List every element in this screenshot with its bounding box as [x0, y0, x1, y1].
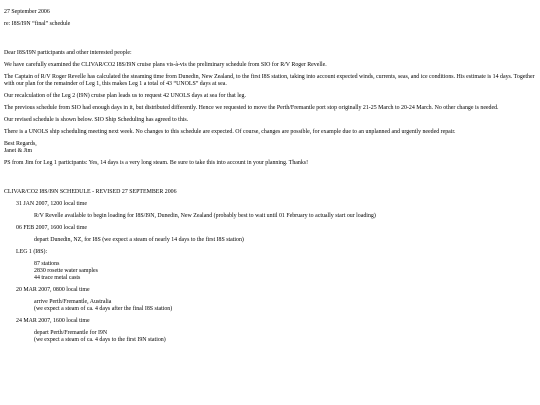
schedule-title: CLIVAR/CO2 I8S/I9N SCHEDULE - REVISED 27 SEPTEMBER 2006	[4, 189, 177, 195]
schedule-item-line: 2830 rosette water samples	[34, 268, 98, 274]
letter-subject: re: I8S/I9N “final” schedule	[4, 21, 71, 27]
schedule-item-line: R/V Revelle available to begin loading for I8S/I9N, Dunedin, New Zealand (probably best to wait until 01 February to actually start our loading)	[34, 213, 376, 219]
schedule-item-when: LEG 1 (I8S):	[16, 249, 48, 255]
letter-paragraph-1: We have carefully examined the CLIVAR/CO2 I8S/I9N cruise plans vis-à-vis the preliminary schedule from SIO for R/V Roger Revelle.	[4, 62, 327, 68]
schedule-item	[4, 225, 536, 244]
letter-date: 27 September 2006	[4, 9, 50, 15]
schedule-item-line: depart Dunedin, NZ, for I8S (we expect a steam of nearly 14 days to the first I8S station)	[34, 237, 244, 243]
schedule-item	[4, 318, 536, 344]
letter-greeting: Dear I8S/I9N participants and other interested people:	[4, 50, 132, 56]
letter-paragraph-5: Our revised schedule is shown below. SIO Ship Scheduling has agreed to this.	[4, 117, 189, 123]
letter-paragraph-2: The Captain of R/V Roger Revelle has calculated the steaming time from Dunedin, New Zealand, to the first I8S station, taking into account expected winds, currents, seas, and ice conditions. His estimate is 14 days. Together with our plan for the remainder of Leg 1, this makes Leg 1 a total of 43 “UNOLS” days at sea.	[4, 74, 535, 87]
letter-signature: Janet & Jim	[4, 148, 33, 154]
schedule-item-line: arrive Perth/Fremantle, Australia	[34, 299, 112, 305]
schedule-item-details	[34, 330, 536, 344]
schedule-item	[4, 201, 536, 220]
schedule-item-when: 06 FEB 2007, 1600 local time	[16, 225, 88, 231]
schedule-item-line: 87 stations	[34, 261, 60, 267]
schedule-item-when: 24 MAR 2007, 1600 local time	[16, 318, 90, 324]
schedule-item-line: 44 trace metal casts	[34, 275, 81, 281]
schedule-item-details	[34, 299, 536, 313]
schedule-item-details	[34, 261, 536, 282]
schedule-item	[4, 249, 536, 282]
schedule-item-details	[34, 213, 536, 220]
schedule-item-line: (we expect a steam of ca. 4 days to the first I9N station)	[34, 337, 166, 343]
schedule-item-line: (we expect a steam of ca. 4 days after the final I8S station)	[34, 306, 173, 312]
letter-paragraph-3: Our recalculation of the Leg 2 (I9N) cruise plan leads us to request 42 UNOLS days at sea for that leg.	[4, 93, 246, 99]
schedule-item-when: 31 JAN 2007, 1200 local time	[16, 201, 88, 207]
schedule-item	[4, 287, 536, 313]
letter-paragraph-6: There is a UNOLS ship scheduling meeting next week. No changes to this schedule are expected. Of course, changes are possible, for example due to an unplanned and urgently needed repair.	[4, 129, 456, 135]
schedule-item-when: 20 MAR 2007, 0800 local time	[16, 287, 90, 293]
letter-postscript: PS from Jim for Leg 1 participants: Yes, 14 days is a very long steam. Be sure to take this into account in your planning. Thanks!	[4, 160, 309, 166]
schedule-item-line: depart Perth/Fremantle for I9N	[34, 330, 108, 336]
schedule-item-details	[34, 237, 536, 244]
letter-closing: Best Regards,	[4, 141, 37, 147]
letter-paragraph-4: The previous schedule from SIO had enough days in it, but distributed differently. Hence we requested to move the Perth/Fremantle port stop originally 21-25 March to 20-24 March. No other change is needed.	[4, 105, 499, 111]
